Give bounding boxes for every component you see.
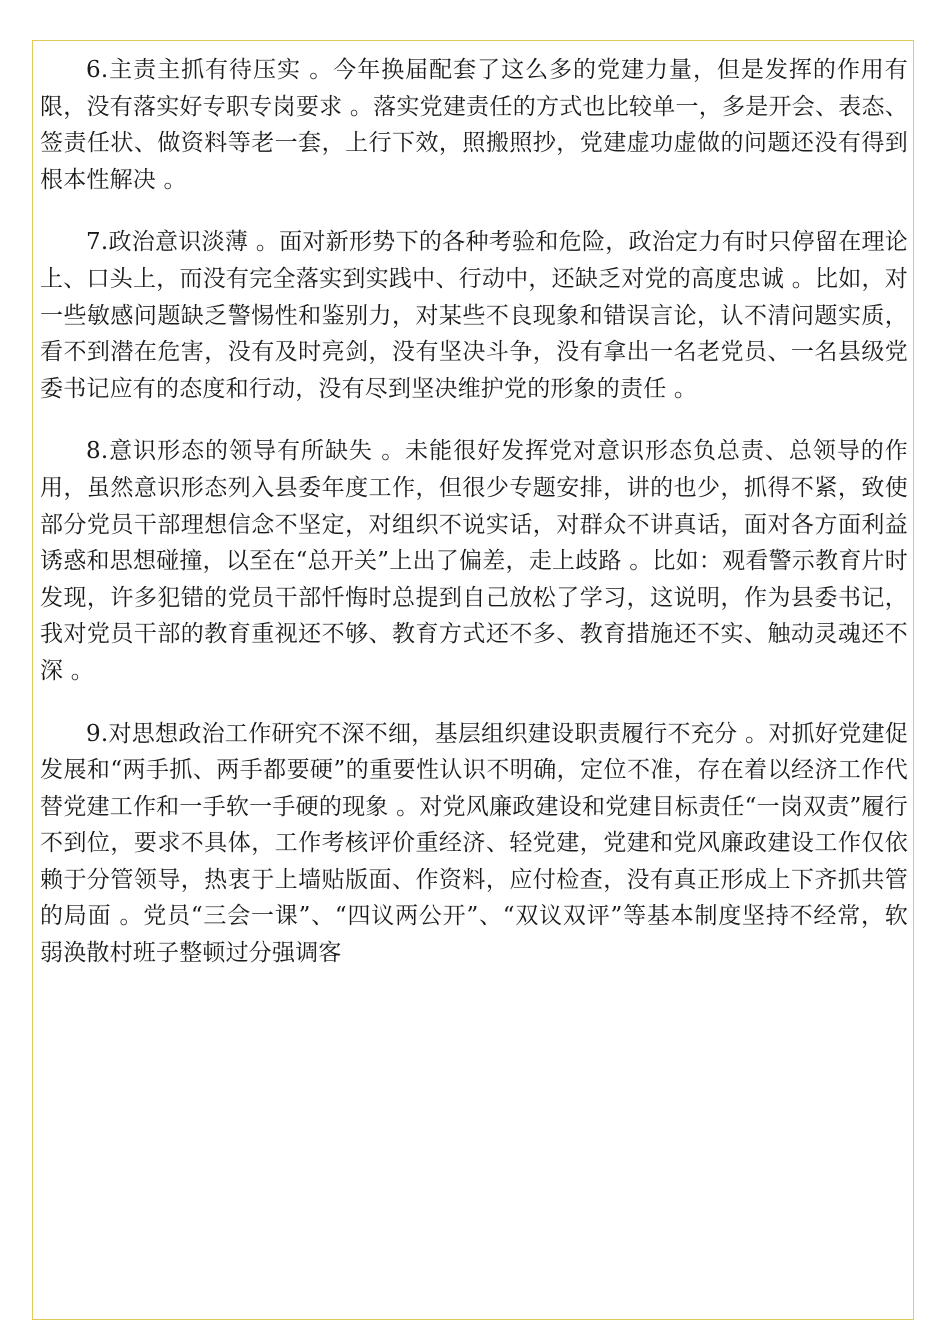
paragraph-item-9: 9.对思想政治工作研究不深不细，基层组织建设职责履行不充分 。对抓好党建促发展和“两手抓、两手都要硬”的重要性认识不明确，定位不准，存在着以经济工作代替党建工作和一手软一手硬的现象 。对党风廉政建设和党建目标责任“一岗双责”履行不到位，要求不具体，工作考核评价重经济、轻党建，党建和党风廉政建设工作仅依赖于分管领导，热衷于上墙贴版面、作资料，应付检查，没有真正形成上下齐抓共管的局面 。党员“三会一课”、“四议两公开”、“双议双评”等基本制度坚持不经常，软弱涣散村班子整顿过分强调客 <box>40 720 908 967</box>
paragraph-item-8: 8.意识形态的领导有所缺失 。未能很好发挥党对意识形态负总责、总领导的作用，虽然意识形态列入县委年度工作，但很少专题安排，讲的也少，抓得不紧，致使部分党员干部理想信念不坚定，对组织不说实话，对群众不讲真话，面对各方面利益诱惑和思想碰撞，以至在“总开关”上出了偏差，走上歧路 。比如：观看警示教育片时发现，许多犯错的党员干部忏悔时总提到自己放松了学习，这说明，作为县委书记，我对党员干部的教育重视还不够、教育方式还不多、教育措施还不实、触动灵魂还不深 。 <box>40 438 908 684</box>
paragraph-item-7: 7.政治意识淡薄 。面对新形势下的各种考验和危险，政治定力有时只停留在理论上、口头上，而没有完全落实到实践中、行动中，还缺乏对党的高度忠诚 。比如，对一些敏感问题缺乏警惕性和鉴别力，对某些不良现象和错误言论，认不清问题实质，看不到潜在危害，没有及时亮剑，没有坚决斗争，没有拿出一名老党员、一名县级党委书记应有的态度和行动，没有尽到坚决维护党的形象的责任 。 <box>40 229 908 402</box>
paragraph-item-6: 6.主责主抓有待压实 。今年换届配套了这么多的党建力量，但是发挥的作用有限，没有落实好专职专岗要求 。落实党建责任的方式也比较单一，多是开会、表态、签责任状、做资料等老一套，上行下效，照搬照抄，党建虚功虚做的问题还没有得到根本性解决 。 <box>40 57 908 193</box>
document-body <box>40 52 908 998</box>
